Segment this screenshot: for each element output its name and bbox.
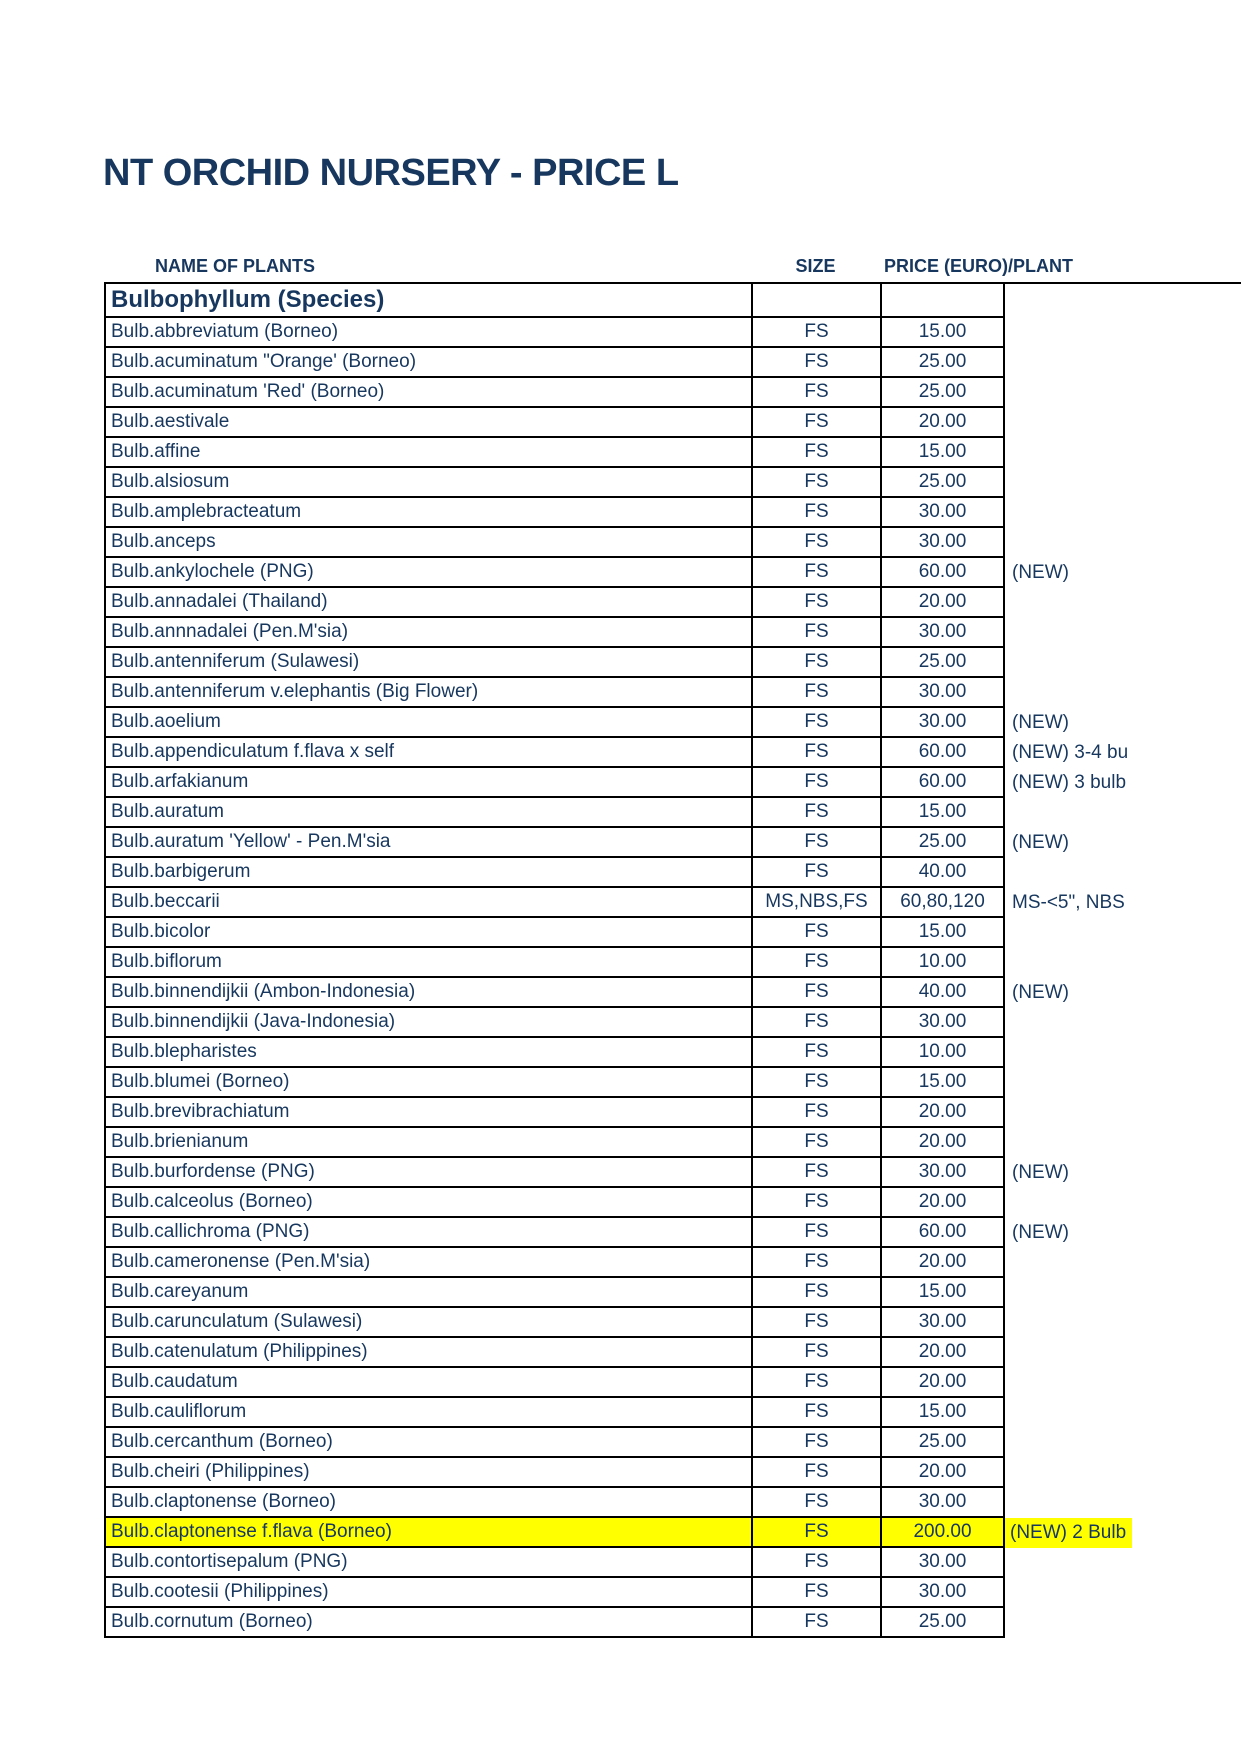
size-cell: FS (751, 558, 880, 588)
note-cell (1005, 1038, 1241, 1068)
plant-name-cell: Bulb.binnendijkii (Java-Indonesia) (104, 1008, 751, 1038)
table-row (104, 1278, 1241, 1308)
plant-name-cell: Bulb.bicolor (104, 918, 751, 948)
size-cell: FS (751, 1368, 880, 1398)
price-cell: 15.00 (880, 1278, 1005, 1308)
plant-name-cell: Bulb.carunculatum (Sulawesi) (104, 1308, 751, 1338)
table-row (104, 1248, 1241, 1278)
price-cell: 25.00 (880, 468, 1005, 498)
note-cell: (NEW) (1012, 1162, 1069, 1183)
table-row (104, 1398, 1241, 1428)
note-cell: (NEW) (1012, 562, 1069, 583)
plant-name-cell: Bulb.aoelium (104, 708, 751, 738)
table-row (104, 588, 1241, 618)
price-cell (880, 284, 1005, 318)
note-cell (1005, 948, 1241, 978)
price-cell: 15.00 (880, 918, 1005, 948)
size-cell: MS,NBS,FS (751, 888, 880, 918)
size-cell: FS (751, 1398, 880, 1428)
plant-name-cell: Bulb.auratum 'Yellow' - Pen.M'sia (104, 828, 751, 858)
plant-name-cell: Bulb.brevibrachiatum (104, 1098, 751, 1128)
size-cell: FS (751, 1608, 880, 1638)
note-cell (1005, 408, 1241, 438)
price-cell: 30.00 (880, 528, 1005, 558)
note-cell: (NEW) (1012, 832, 1069, 853)
table-row (104, 918, 1241, 948)
size-cell: FS (751, 1488, 880, 1518)
size-cell: FS (751, 1218, 880, 1248)
table-row (104, 528, 1241, 558)
note-cell (1005, 1578, 1241, 1608)
plant-name-cell: Bulb.claptonense f.flava (Borneo) (104, 1518, 751, 1548)
table-row (104, 798, 1241, 828)
price-cell: 30.00 (880, 1488, 1005, 1518)
price-cell: 20.00 (880, 1338, 1005, 1368)
price-cell: 30.00 (880, 1008, 1005, 1038)
plant-name-cell: Bulb.cercanthum (Borneo) (104, 1428, 751, 1458)
note-cell (1005, 918, 1241, 948)
table-row (104, 1038, 1241, 1068)
note-cell: (NEW) 2 Bulb (1005, 1518, 1132, 1548)
note-cell (1005, 798, 1241, 828)
plant-name-cell: Bulb.ankylochele (PNG) (104, 558, 751, 588)
price-cell: 30.00 (880, 498, 1005, 528)
size-cell: FS (751, 1338, 880, 1368)
table-row (104, 438, 1241, 468)
size-cell: FS (751, 1008, 880, 1038)
table-row (104, 1008, 1241, 1038)
plant-name-cell: Bulb.burfordense (PNG) (104, 1158, 751, 1188)
plant-name-cell: Bulb.cameronense (Pen.M'sia) (104, 1248, 751, 1278)
table-row (104, 1578, 1241, 1608)
price-cell: 40.00 (880, 858, 1005, 888)
size-cell: FS (751, 1278, 880, 1308)
size-cell: FS (751, 528, 880, 558)
note-cell (1005, 284, 1241, 318)
note-cell (1005, 468, 1241, 498)
table-row (104, 1098, 1241, 1128)
size-cell: FS (751, 1428, 880, 1458)
size-cell: FS (751, 948, 880, 978)
table-row (104, 1488, 1241, 1518)
note-cell (1005, 438, 1241, 468)
plant-name-cell: Bulb.anceps (104, 528, 751, 558)
size-cell: FS (751, 678, 880, 708)
price-cell: 20.00 (880, 1368, 1005, 1398)
price-cell: 30.00 (880, 1578, 1005, 1608)
size-cell: FS (751, 978, 880, 1008)
size-cell: FS (751, 348, 880, 378)
size-cell: FS (751, 618, 880, 648)
price-cell: 20.00 (880, 1248, 1005, 1278)
note-cell (1005, 528, 1241, 558)
note-cell (1005, 348, 1241, 378)
table-row (104, 498, 1241, 528)
size-cell: FS (751, 708, 880, 738)
table-row (104, 738, 1241, 768)
table-row (104, 768, 1241, 798)
note-cell (1005, 498, 1241, 528)
note-cell (1005, 1428, 1241, 1458)
price-cell: 20.00 (880, 1188, 1005, 1218)
plant-name-cell: Bulb.acuminatum "Orange' (Borneo) (104, 348, 751, 378)
plant-name-cell: Bulb.beccarii (104, 888, 751, 918)
note-cell (1005, 588, 1241, 618)
plant-name-cell: Bulb.acuminatum 'Red' (Borneo) (104, 378, 751, 408)
size-cell: FS (751, 1548, 880, 1578)
note-cell (1005, 1068, 1241, 1098)
column-header-size: SIZE (795, 256, 836, 276)
note-cell (1005, 648, 1241, 678)
price-cell: 15.00 (880, 798, 1005, 828)
note-cell (1005, 1458, 1241, 1488)
size-cell: FS (751, 498, 880, 528)
plant-name-cell: Bulbophyllum (Species) (104, 284, 751, 318)
plant-name-cell: Bulb.cauliflorum (104, 1398, 751, 1428)
price-cell: 30.00 (880, 618, 1005, 648)
plant-name-cell: Bulb.calceolus (Borneo) (104, 1188, 751, 1218)
table-row (104, 1308, 1241, 1338)
plant-name-cell: Bulb.annadalei (Thailand) (104, 588, 751, 618)
table-row (104, 648, 1241, 678)
size-cell: FS (751, 408, 880, 438)
note-cell (1005, 1248, 1241, 1278)
note-cell (1005, 618, 1241, 648)
table-row (104, 1158, 1241, 1188)
price-cell: 10.00 (880, 1038, 1005, 1068)
plant-name-cell: Bulb.alsiosum (104, 468, 751, 498)
price-cell: 10.00 (880, 948, 1005, 978)
table-row (104, 378, 1241, 408)
price-cell: 20.00 (880, 408, 1005, 438)
price-cell: 20.00 (880, 1128, 1005, 1158)
price-cell: 60.00 (880, 1218, 1005, 1248)
table-row (104, 948, 1241, 978)
plant-name-cell: Bulb.blumei (Borneo) (104, 1068, 751, 1098)
note-cell (1005, 1188, 1241, 1218)
size-cell: FS (751, 918, 880, 948)
size-cell: FS (751, 468, 880, 498)
price-cell: 15.00 (880, 438, 1005, 468)
price-cell: 30.00 (880, 1308, 1005, 1338)
price-table (104, 282, 1241, 1638)
note-cell: (NEW) (1012, 982, 1069, 1003)
table-row (104, 978, 1241, 1008)
highlighted-table-row (104, 1518, 1241, 1548)
price-cell: 30.00 (880, 708, 1005, 738)
plant-name-cell: Bulb.brienianum (104, 1128, 751, 1158)
table-row (104, 468, 1241, 498)
table-row (104, 1548, 1241, 1578)
plant-name-cell: Bulb.antenniferum v.elephantis (Big Flower) (104, 678, 751, 708)
note-cell: (NEW) 3 bulb (1012, 772, 1127, 793)
note-cell (1005, 1098, 1241, 1128)
plant-name-cell: Bulb.cootesii (Philippines) (104, 1578, 751, 1608)
note-cell (1005, 378, 1241, 408)
plant-name-cell: Bulb.biflorum (104, 948, 751, 978)
price-cell: 20.00 (880, 1458, 1005, 1488)
table-row (104, 678, 1241, 708)
note-cell (1005, 1278, 1241, 1308)
column-header-name-of-plants: NAME OF PLANTS (155, 256, 315, 276)
note-cell (1005, 858, 1241, 888)
table-row (104, 1218, 1241, 1248)
price-cell: 15.00 (880, 1398, 1005, 1428)
table-row (104, 858, 1241, 888)
price-cell: 30.00 (880, 678, 1005, 708)
table-row (104, 618, 1241, 648)
table-row (104, 558, 1241, 588)
table-row (104, 1338, 1241, 1368)
table-row (104, 708, 1241, 738)
table-row (104, 828, 1241, 858)
size-cell: FS (751, 828, 880, 858)
plant-name-cell: Bulb.aestivale (104, 408, 751, 438)
price-cell: 25.00 (880, 1608, 1005, 1638)
plant-name-cell: Bulb.blepharistes (104, 1038, 751, 1068)
column-header-price: PRICE (EURO)/PLANT (884, 256, 1073, 276)
plant-name-cell: Bulb.abbreviatum (Borneo) (104, 318, 751, 348)
table-row (104, 1068, 1241, 1098)
plant-name-cell: Bulb.callichroma (PNG) (104, 1218, 751, 1248)
price-cell: 40.00 (880, 978, 1005, 1008)
note-cell (1005, 1338, 1241, 1368)
table-row (104, 888, 1241, 918)
size-cell (751, 284, 880, 318)
note-cell: (NEW) (1012, 712, 1069, 733)
plant-name-cell: Bulb.contortisepalum (PNG) (104, 1548, 751, 1578)
note-cell: (NEW) 3-4 bu (1012, 742, 1129, 763)
plant-name-cell: Bulb.caudatum (104, 1368, 751, 1398)
size-cell: FS (751, 1518, 880, 1548)
plant-name-cell: Bulb.annnadalei (Pen.M'sia) (104, 618, 751, 648)
table-row (104, 408, 1241, 438)
size-cell: FS (751, 1098, 880, 1128)
price-cell: 60.00 (880, 738, 1005, 768)
price-cell: 15.00 (880, 318, 1005, 348)
plant-name-cell: Bulb.auratum (104, 798, 751, 828)
price-cell: 25.00 (880, 648, 1005, 678)
price-cell: 60,80,120 (880, 888, 1005, 918)
price-cell: 15.00 (880, 1068, 1005, 1098)
plant-name-cell: Bulb.claptonense (Borneo) (104, 1488, 751, 1518)
plant-name-cell: Bulb.amplebracteatum (104, 498, 751, 528)
note-cell (1005, 1608, 1241, 1638)
plant-name-cell: Bulb.cornutum (Borneo) (104, 1608, 751, 1638)
plant-name-cell: Bulb.barbigerum (104, 858, 751, 888)
table-row (104, 318, 1241, 348)
price-cell: 20.00 (880, 588, 1005, 618)
note-cell (1005, 1128, 1241, 1158)
table-row (104, 1428, 1241, 1458)
note-cell (1005, 1398, 1241, 1428)
table-row (104, 1458, 1241, 1488)
size-cell: FS (751, 1188, 880, 1218)
size-cell: FS (751, 378, 880, 408)
size-cell: FS (751, 1128, 880, 1158)
size-cell: FS (751, 1458, 880, 1488)
plant-name-cell: Bulb.appendiculatum f.flava x self (104, 738, 751, 768)
note-cell (1005, 1488, 1241, 1518)
note-cell: (NEW) (1012, 1222, 1069, 1243)
note-cell (1005, 1008, 1241, 1038)
price-cell: 25.00 (880, 378, 1005, 408)
price-cell: 30.00 (880, 1548, 1005, 1578)
size-cell: FS (751, 1248, 880, 1278)
size-cell: FS (751, 1578, 880, 1608)
note-cell: MS-<5", NBS (1012, 892, 1125, 913)
price-cell: 60.00 (880, 768, 1005, 798)
size-cell: FS (751, 1068, 880, 1098)
price-cell: 25.00 (880, 828, 1005, 858)
plant-name-cell: Bulb.affine (104, 438, 751, 468)
note-cell (1005, 1308, 1241, 1338)
size-cell: FS (751, 318, 880, 348)
page-title: NT ORCHID NURSERY - PRICE L (103, 152, 679, 194)
plant-name-cell: Bulb.arfakianum (104, 768, 751, 798)
price-cell: 200.00 (880, 1518, 1005, 1548)
size-cell: FS (751, 858, 880, 888)
table-row (104, 1608, 1241, 1638)
size-cell: FS (751, 798, 880, 828)
table-column-headers (0, 256, 1241, 280)
note-cell (1005, 1368, 1241, 1398)
plant-name-cell: Bulb.careyanum (104, 1278, 751, 1308)
size-cell: FS (751, 438, 880, 468)
section-header-row (104, 284, 1241, 318)
size-cell: FS (751, 648, 880, 678)
price-cell: 25.00 (880, 348, 1005, 378)
size-cell: FS (751, 1308, 880, 1338)
plant-name-cell: Bulb.binnendijkii (Ambon-Indonesia) (104, 978, 751, 1008)
size-cell: FS (751, 1158, 880, 1188)
table-row (104, 1128, 1241, 1158)
table-row (104, 1188, 1241, 1218)
plant-name-cell: Bulb.catenulatum (Philippines) (104, 1338, 751, 1368)
note-cell (1005, 678, 1241, 708)
table-row (104, 1368, 1241, 1398)
plant-name-cell: Bulb.antenniferum (Sulawesi) (104, 648, 751, 678)
price-cell: 60.00 (880, 558, 1005, 588)
price-cell: 20.00 (880, 1098, 1005, 1128)
table-row (104, 348, 1241, 378)
size-cell: FS (751, 768, 880, 798)
note-cell (1005, 1548, 1241, 1578)
plant-name-cell: Bulb.cheiri (Philippines) (104, 1458, 751, 1488)
size-cell: FS (751, 738, 880, 768)
size-cell: FS (751, 588, 880, 618)
note-cell (1005, 318, 1241, 348)
price-cell: 30.00 (880, 1158, 1005, 1188)
price-cell: 25.00 (880, 1428, 1005, 1458)
size-cell: FS (751, 1038, 880, 1068)
